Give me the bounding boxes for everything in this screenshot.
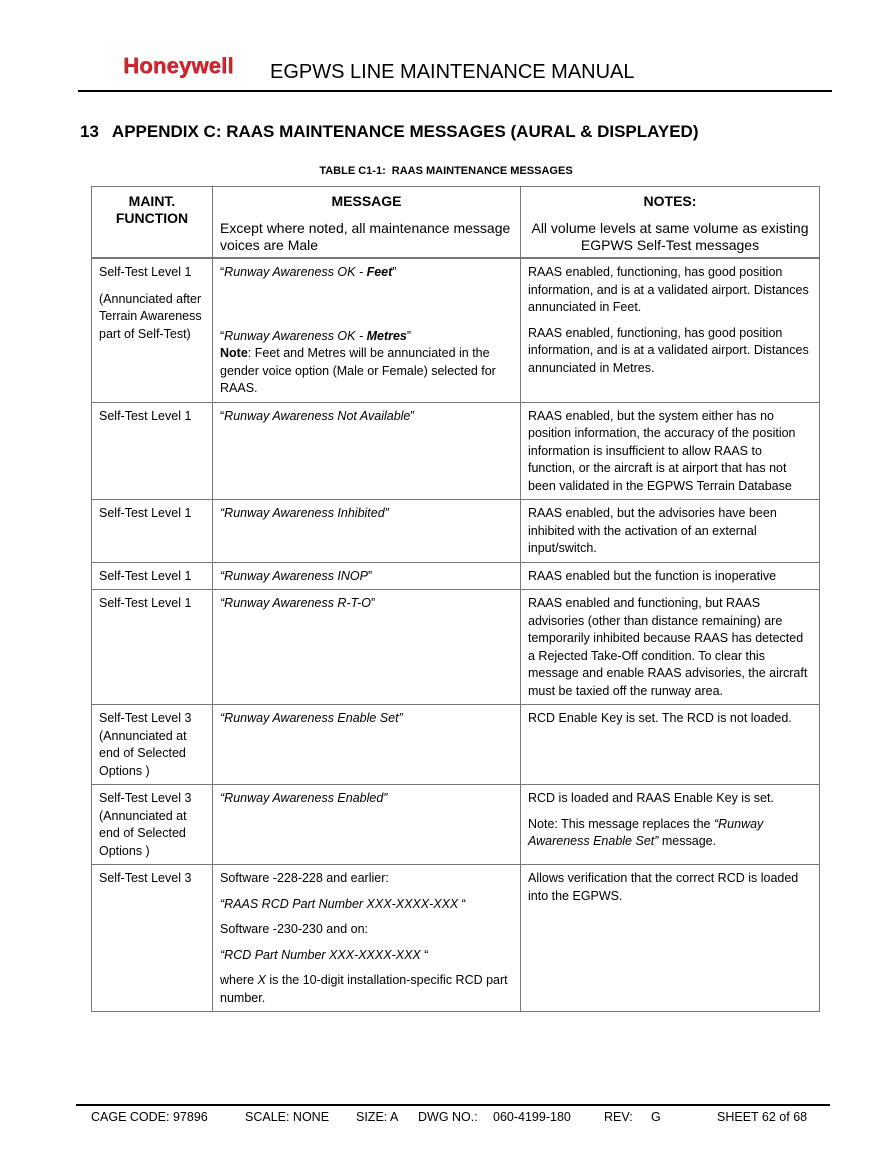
header-notes	[521, 187, 820, 259]
notes-cell: RAAS enabled, but the system either has no position information, the accuracy of the position information is insufficient to allow RAAS to function, or the aircraft is at airport that has not been validated in the EGPWS Terrain Database	[521, 402, 820, 500]
notes-cell: RCD Enable Key is set. The RCD is not loaded.	[521, 705, 820, 785]
table-row	[92, 590, 820, 705]
message-cell: “Runway Awareness R-T-O”	[213, 590, 521, 705]
header-message	[213, 187, 521, 259]
message-cell: “Runway Awareness Enable Set”	[213, 705, 521, 785]
header-maint-function	[92, 187, 213, 259]
page-footer	[76, 1104, 830, 1124]
honeywell-logo: Honeywell	[123, 53, 234, 78]
page-header	[78, 50, 832, 92]
maint-function-note: (Annunciated at end of Selected Options )	[99, 808, 187, 858]
message-text: “Runway Awareness OK - Metres”	[220, 328, 412, 343]
table-row	[92, 258, 820, 402]
header-notes-title: NOTES:	[643, 193, 697, 209]
table-caption-id: TABLE C1-1:	[319, 165, 386, 177]
table-row	[92, 562, 820, 590]
message-cell: “Runway Awareness Not Available”	[213, 402, 521, 500]
sheet-number: SHEET 62 of 68	[717, 1110, 808, 1124]
note-text: RCD is loaded and RAAS Enable Key is set.	[528, 791, 774, 805]
maint-function-cell: Self-Test Level 3	[92, 865, 213, 1012]
table-row	[92, 705, 820, 785]
size: SIZE: A	[356, 1110, 399, 1124]
scale: SCALE: NONE	[245, 1110, 330, 1124]
message-cell	[213, 258, 521, 402]
maint-function-cell	[92, 258, 213, 402]
notes-cell: RAAS enabled and functioning, but RAAS advisories (other than distance remaining) are temporarily inhibited because RAAS has detected a Rejected Take-Off condition. To clear this message and enable RAAS advisories, the aircraft must be taxied off the runway area.	[521, 590, 820, 705]
message-cell: “Runway Awareness Enabled”	[213, 785, 521, 865]
note-text: RAAS enabled, functioning, has good position information, and is at a validated airport. Distances annunciated in Metres.	[528, 325, 809, 375]
table-header-row	[92, 187, 820, 259]
document-title: EGPWS LINE MAINTENANCE MANUAL	[270, 61, 635, 83]
maintenance-messages-table	[91, 186, 820, 1012]
section-number: 13	[80, 122, 99, 141]
dwg-no-label: DWG NO.:	[418, 1110, 478, 1124]
note-text: RAAS enabled, functioning, has good position information, and is at a validated airport. Distances annunciated in Feet.	[528, 265, 809, 314]
maint-function-note: (Annunciated after Terrain Awareness part of Self-Test)	[99, 291, 202, 341]
message-cell: “Runway Awareness INOP”	[213, 562, 521, 590]
table-row	[92, 500, 820, 563]
table-row	[92, 785, 820, 865]
maint-function: Self-Test Level 3	[99, 711, 192, 725]
maint-function-cell: Self-Test Level 1	[92, 562, 213, 590]
message-text: Software -228-228 and earlier:	[220, 871, 389, 885]
maint-function-cell	[92, 705, 213, 785]
notes-cell	[521, 785, 820, 865]
maint-function: Self-Test Level 1	[99, 265, 192, 279]
message-cell: “Runway Awareness Inhibited”	[213, 500, 521, 563]
table-row	[92, 865, 820, 1012]
section-heading	[80, 122, 698, 142]
header-message-subtitle: Except where noted, all maintenance message voices are Male	[220, 220, 511, 253]
dwg-no: 060-4199-180	[493, 1110, 571, 1124]
maint-function-cell: Self-Test Level 1	[92, 402, 213, 500]
notes-cell: RAAS enabled but the function is inoperative	[521, 562, 820, 590]
message-text: “Runway Awareness OK - Feet”	[220, 265, 397, 279]
table-row	[92, 402, 820, 500]
rev-label: REV:	[604, 1110, 633, 1124]
notes-cell	[521, 258, 820, 402]
rev: G	[651, 1110, 661, 1124]
note-text: Note: This message replaces the “Runway Awareness Enable Set” message.	[528, 816, 764, 848]
message-note: Note: Feet and Metres will be annunciated in the gender voice option (Male or Female) selected for RAAS.	[220, 346, 496, 395]
notes-cell: Allows verification that the correct RCD is loaded into the EGPWS.	[521, 865, 820, 1012]
header-maint-function-label: MAINT. FUNCTION	[115, 193, 189, 226]
maint-function-cell	[92, 785, 213, 865]
message-text: “RCD Part Number XXX-XXXX-XXX “	[220, 947, 429, 962]
maint-function-note: (Annunciated at end of Selected Options )	[99, 728, 187, 778]
notes-cell: RAAS enabled, but the advisories have been inhibited with the activation of an external input/switch.	[521, 500, 820, 563]
maint-function: Self-Test Level 3	[99, 791, 192, 805]
message-text: where X is the 10-digit installation-specific RCD part number.	[220, 973, 508, 1005]
section-title: APPENDIX C: RAAS MAINTENANCE MESSAGES (AURAL & DISPLAYED)	[111, 122, 699, 141]
message-text: “RAAS RCD Part Number XXX-XXXX-XXX “	[220, 896, 466, 911]
header-notes-subtitle: All volume levels at same volume as existing EGPWS Self-Test messages	[531, 220, 809, 253]
message-text: Software -230-230 and on:	[220, 922, 369, 936]
maint-function-cell: Self-Test Level 1	[92, 500, 213, 563]
cage-code: CAGE CODE: 97896	[91, 1110, 208, 1124]
message-cell	[213, 865, 521, 1012]
table-caption-text: RAAS MAINTENANCE MESSAGES	[391, 165, 573, 177]
header-message-title: MESSAGE	[331, 193, 402, 209]
table-caption	[0, 165, 892, 177]
maint-function-cell: Self-Test Level 1	[92, 590, 213, 705]
